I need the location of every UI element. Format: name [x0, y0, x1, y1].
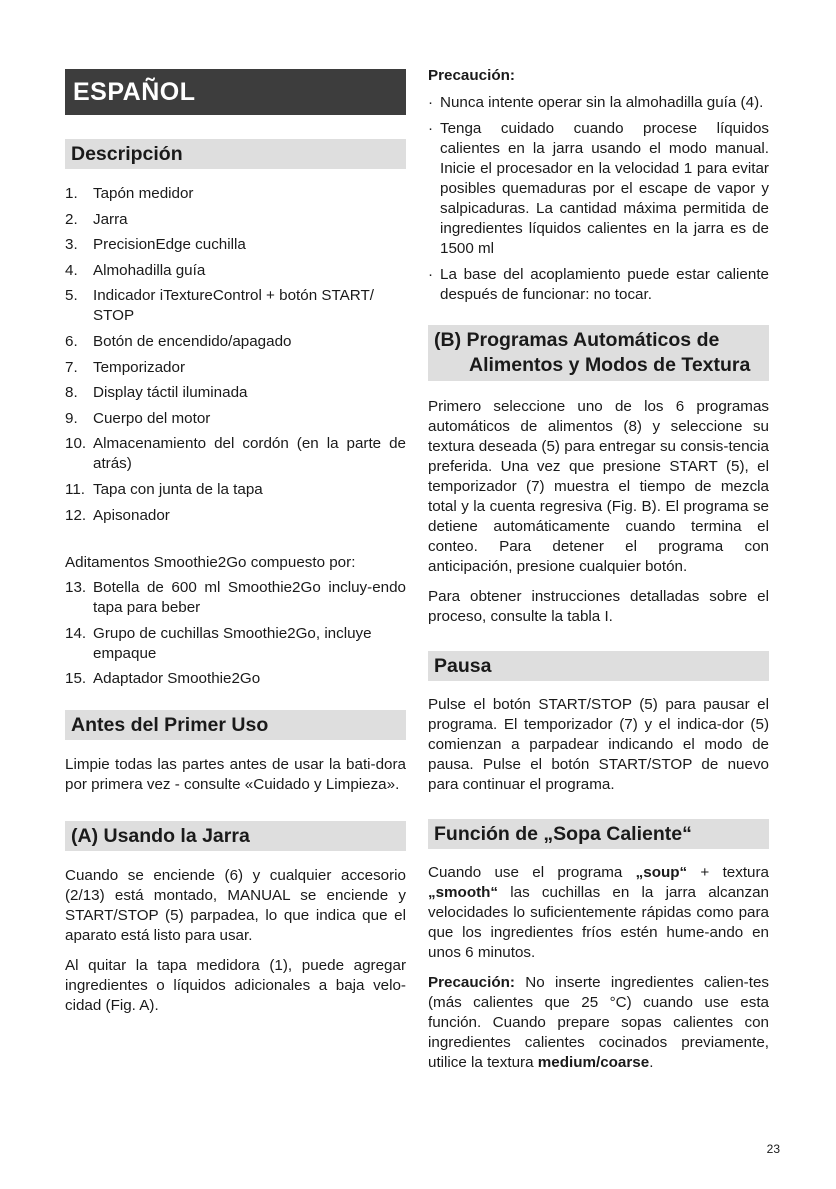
parts-list	[65, 184, 406, 526]
section-heading-pausa: Pausa	[428, 651, 769, 681]
list-item: · Tenga cuidado cuando procese líquidos calientes en la jarra usando el modo manual. Inicie el procesador en la velocidad 1 para evitar posibles quemaduras por el escape de vapor y salpicaduras. La cantidad máxima permitida de ingredientes líquidos calientes en la jarra es de 1500 ml	[428, 120, 769, 257]
list-item: 5. Indicador iTextureControl + botón START/ STOP	[65, 287, 374, 325]
list-item: 15. Adaptador Smoothie2Go	[65, 670, 261, 688]
page-number: 23	[766, 1142, 780, 1156]
precaucion-list	[428, 93, 769, 305]
accessories-list	[65, 578, 406, 689]
list-item: · Nunca intente operar sin la almohadilla guía (4).	[428, 94, 764, 111]
section-heading-sopa: Función de „Sopa Caliente“	[428, 819, 769, 849]
usando-jarra-p1: Cuando se enciende (6) y cualquier accesorio (2/13) está montado, MANUAL se enciende y START/STOP (5) parpadea, lo que indica que el aparato está listo para usar.	[65, 866, 406, 944]
pausa-text: Pulse el botón START/STOP (5) para pausar el programa. El temporizador (7) y el indica-dor (5) comienzan a parpadear indicando el modo de pausa. Pulse el botón START/STOP de nuevo para continuar el programa.	[428, 696, 769, 793]
list-item: 11. Tapa con junta de la tapa	[65, 480, 263, 498]
precaucion-title: Precaución:	[428, 67, 515, 84]
list-item: · La base del acoplamiento puede estar caliente después de funcionar: no tocar.	[428, 266, 769, 303]
programas-p1: Primero seleccione uno de los 6 programas automáticos de alimentos (8) y seleccione su textura deseada (5) para entregar su consis-tencia preferida. Una vez que presione START (5), el temporizador (7) muestra el tiempo de mezcla total y la cuenta regresiva (Fig. B). El programa se detiene automáticamente cuando termina el conteo. Para detener el programa con anticipación, presione cualquier botón.	[428, 398, 769, 575]
list-item: 2. Jarra	[65, 210, 128, 228]
primer-uso-text: Limpie todas las partes antes de usar la bati-dora por primera vez - consulte «Cuidado y Limpieza».	[65, 755, 406, 793]
list-item: 13. Botella de 600 ml Smoothie2Go incluy-endo tapa para beber	[65, 579, 406, 617]
accessories-intro: Aditamentos Smoothie2Go compuesto por:	[65, 554, 356, 572]
section-heading-programas: (B) Programas Automáticos de Alimentos y Modos de Textura	[428, 325, 769, 381]
section-heading-usando-jarra: (A) Usando la Jarra	[65, 821, 406, 851]
list-item: 6. Botón de encendido/apagado	[65, 332, 292, 350]
list-item: 8. Display táctil iluminada	[65, 384, 248, 402]
section-heading-primer-uso: Antes del Primer Uso	[65, 710, 406, 740]
left-column	[65, 66, 406, 1026]
usando-jarra-p2: Al quitar la tapa medidora (1), puede agregar ingredientes o líquidos adicionales a baja velo-cidad (Fig. A).	[65, 956, 406, 1014]
list-item: 12. Apisonador	[65, 506, 170, 524]
list-item: 10. Almacenamiento del cordón (en la parte de atrás)	[65, 435, 406, 473]
list-item: 3. PrecisionEdge cuchilla	[65, 236, 246, 254]
list-item: 7. Temporizador	[65, 358, 186, 376]
programas-p2: Para obtener instrucciones detalladas sobre el proceso, consulte la tabla I.	[428, 588, 769, 625]
list-item: 1. Tapón medidor	[65, 185, 194, 202]
list-item: 14. Grupo de cuchillas Smoothie2Go, incluye empaque	[65, 624, 372, 662]
section-heading-descripcion: Descripción	[65, 139, 406, 169]
sopa-p1: Cuando use el programa „soup“ + textura „smooth“ las cuchillas en la jarra alcanzan velocidades lo suficientemente rápidas como para que los ingredientes fríos estén hume-ando en unos 6 minutos.	[428, 864, 769, 961]
list-item: 9. Cuerpo del motor	[65, 409, 211, 427]
right-column	[428, 66, 769, 1083]
list-item: 4. Almohadilla guía	[65, 261, 206, 279]
sopa-p2: Precaución: No inserte ingredientes calien-tes (más calientes que 25 °C) cuando use esta función. Cuando prepare sopas calientes con ingredientes calientes cocinados previamente, utilice la textura medium/coarse.	[428, 974, 769, 1071]
language-heading: ESPAÑOL	[65, 69, 406, 115]
